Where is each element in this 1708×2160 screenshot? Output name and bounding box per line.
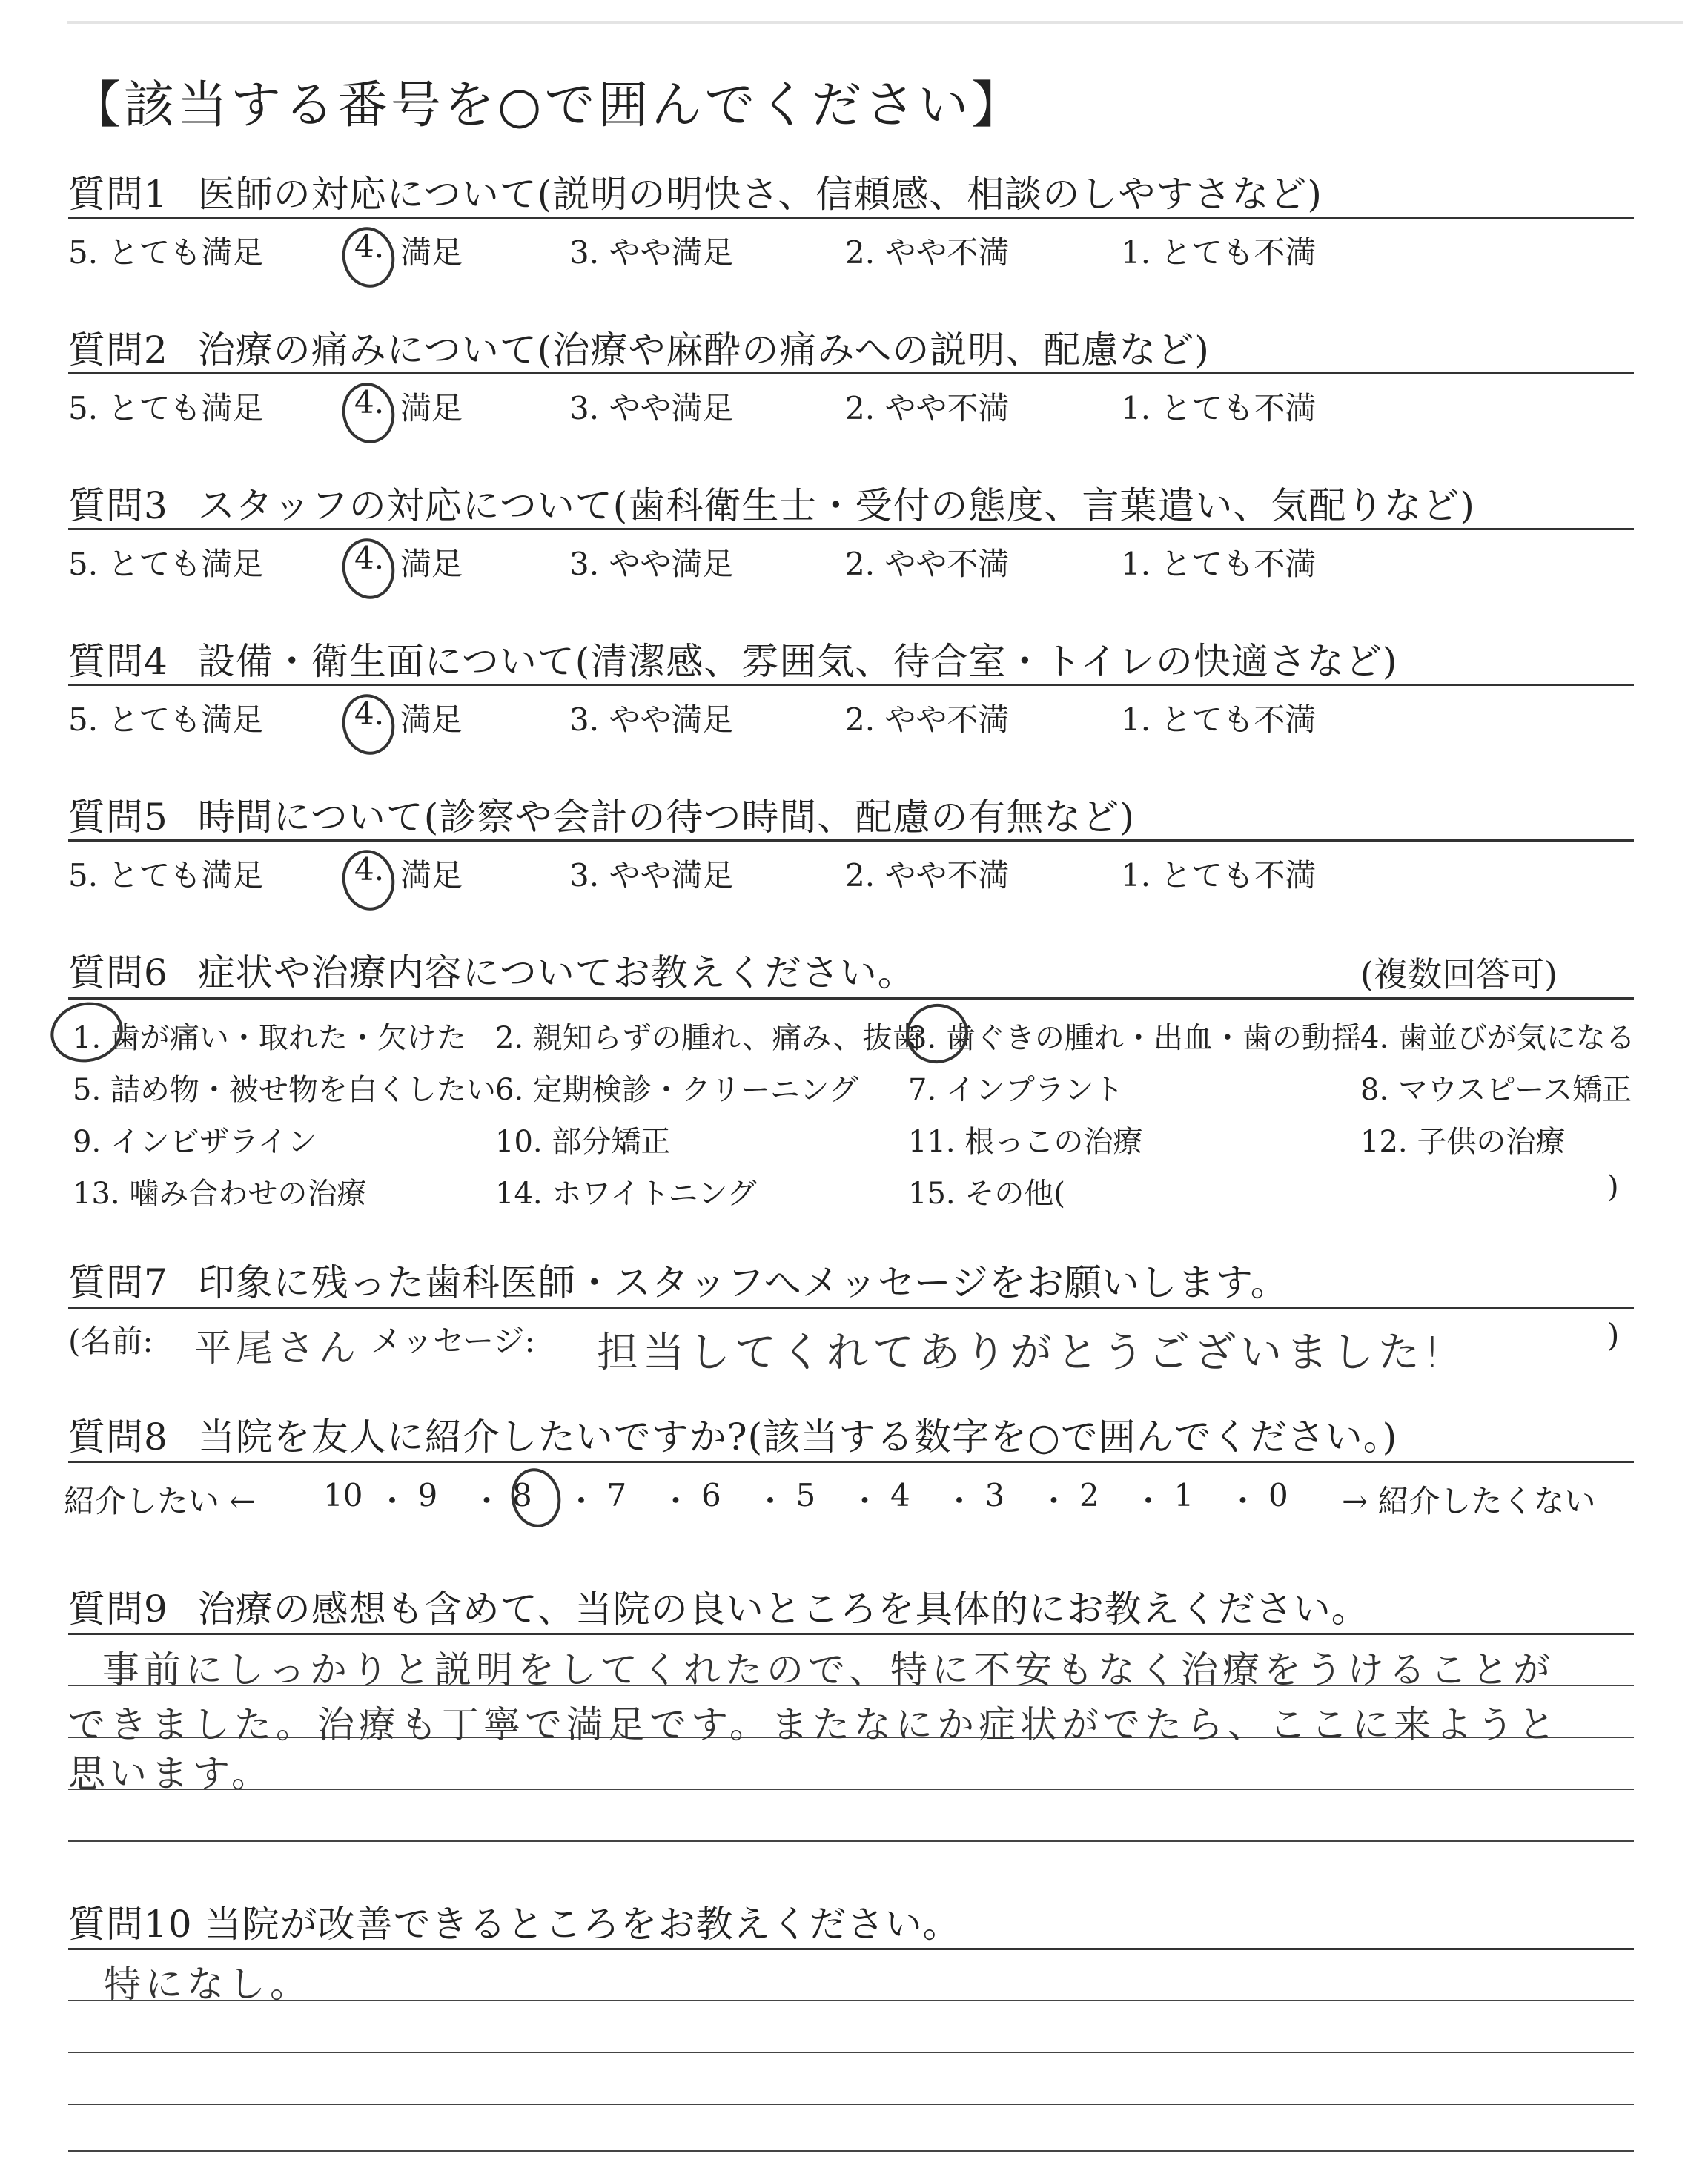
q6-option-12[interactable]: 12. 子供の治療 xyxy=(1360,1125,1566,1159)
q1-text: 医師の対応について(説明の明快さ、信頼感、相談のしやすさなど) xyxy=(197,173,1323,216)
q8-scale-value[interactable]: 1 xyxy=(1174,1477,1194,1513)
q6-option-10[interactable]: 10. 部分矯正 xyxy=(495,1125,671,1159)
q3-heading xyxy=(68,476,1475,529)
q2-label: 質問2 xyxy=(68,328,168,371)
q10-line xyxy=(68,2052,1634,2053)
q8-text: 当院を友人に紹介したいですか?(該当する数字を○で囲んでください。) xyxy=(197,1416,1398,1459)
q1-option-4-text[interactable]: 満足 xyxy=(400,234,463,271)
q8-scale-value[interactable]: 8 xyxy=(512,1477,532,1513)
q9-answer-line[interactable]: できました。治療も丁寧で満足です。またなにか症状がでたら、ここに来ようと xyxy=(68,1703,1560,1746)
q2-text: 治療の痛みについて(治療や麻酔の痛みへの説明、配慮など) xyxy=(197,328,1210,371)
q2-rule xyxy=(68,372,1634,374)
q2-option-3[interactable]: 3. やや満足 xyxy=(569,390,734,426)
q5-option-1[interactable]: 1. とても不満 xyxy=(1121,857,1317,894)
top-edge-line xyxy=(67,21,1683,24)
q4-option-4-text[interactable]: 満足 xyxy=(400,701,463,738)
q8-scale-value[interactable]: 3 xyxy=(984,1477,1005,1513)
q5-option-5[interactable]: 5. とても満足 xyxy=(68,857,264,894)
q8-scale-separator: ・ xyxy=(944,1483,976,1519)
q8-scale-value[interactable]: 0 xyxy=(1268,1477,1288,1513)
q6-label: 質問6 xyxy=(68,951,168,994)
q8-scale-separator: ・ xyxy=(849,1483,881,1519)
q8-rule xyxy=(68,1461,1634,1463)
q6-option-11[interactable]: 11. 根っこの治療 xyxy=(908,1125,1143,1159)
q6-option-4[interactable]: 4. 歯並びが気になる xyxy=(1360,1021,1635,1055)
q6-option-16[interactable]: ) xyxy=(1607,1170,1619,1204)
q6-option-8[interactable]: 8. マウスピース矯正 xyxy=(1360,1073,1632,1107)
q10-text: 当院が改善できるところをお教えください。 xyxy=(204,1903,961,1946)
q5-heading xyxy=(68,787,1135,841)
q1-label: 質問1 xyxy=(68,173,168,216)
q7-name-value[interactable]: 平尾さん xyxy=(194,1327,360,1370)
q1-option-3[interactable]: 3. やや満足 xyxy=(569,234,734,271)
q4-option-3[interactable]: 3. やや満足 xyxy=(569,701,734,738)
q6-option-15[interactable]: 15. その他( xyxy=(908,1177,1065,1211)
q2-option-1[interactable]: 1. とても不満 xyxy=(1121,390,1317,426)
q6-option-9[interactable]: 9. インビザライン xyxy=(73,1125,317,1159)
q1-option-4-number[interactable]: 4. xyxy=(354,228,385,265)
q9-answer-line[interactable]: 思います。 xyxy=(68,1752,273,1795)
q8-scale-separator: ・ xyxy=(1133,1483,1165,1519)
q8-heading xyxy=(68,1407,1397,1461)
q3-option-3[interactable]: 3. やや満足 xyxy=(569,546,734,582)
q5-text: 時間について(診察や会計の待つ時間、配慮の有無など) xyxy=(197,796,1135,839)
q6-option-1-circle-mark xyxy=(45,996,128,1069)
q8-scale-separator: ・ xyxy=(1038,1483,1070,1519)
q6-rule xyxy=(68,997,1634,1000)
q8-right-label: → 紹介したくない xyxy=(1342,1483,1596,1519)
q4-option-5[interactable]: 5. とても満足 xyxy=(68,701,264,738)
q7-rule xyxy=(68,1307,1634,1309)
q9-line xyxy=(68,1789,1634,1790)
q8-label: 質問8 xyxy=(68,1416,168,1459)
q9-heading xyxy=(68,1579,1369,1633)
q2-option-4-text[interactable]: 満足 xyxy=(400,390,463,426)
q2-option-4-number[interactable]: 4. xyxy=(354,384,385,420)
q9-label: 質問9 xyxy=(68,1588,168,1631)
q7-message-value[interactable]: 担当してくれてありがとうございました! xyxy=(597,1329,1446,1377)
q6-option-3-circle-mark xyxy=(901,998,974,1069)
q6-option-3[interactable]: 3. 歯ぐきの腫れ・出血・歯の動揺 xyxy=(908,1021,1361,1055)
q3-option-5[interactable]: 5. とても満足 xyxy=(68,546,264,582)
q3-rule xyxy=(68,528,1634,530)
q8-scale-separator: ・ xyxy=(471,1483,503,1519)
q5-option-2[interactable]: 2. やや不満 xyxy=(845,857,1010,894)
q6-option-14[interactable]: 14. ホワイトニング xyxy=(495,1177,757,1211)
page-title: 【該当する番号を○で囲んでください】 xyxy=(70,76,1025,135)
q6-multiple-note: (複数回答可) xyxy=(1360,954,1558,994)
q7-close-paren: ) xyxy=(1607,1317,1620,1353)
q9-answer-line[interactable]: 事前にしっかりと説明をしてくれたので、特に不安もなく治療をうけることが xyxy=(102,1648,1555,1691)
q3-option-4-text[interactable]: 満足 xyxy=(400,546,463,582)
q8-left-label: 紹介したい ← xyxy=(64,1483,256,1519)
q5-label: 質問5 xyxy=(68,796,168,839)
q4-label: 質問4 xyxy=(68,640,168,683)
q10-rule xyxy=(68,1948,1634,1950)
q7-text: 印象に残った歯科医師・スタッフへメッセージをお願いします。 xyxy=(197,1261,1288,1304)
q10-line xyxy=(68,2104,1634,2105)
q3-label: 質問3 xyxy=(68,484,168,527)
q1-option-1[interactable]: 1. とても不満 xyxy=(1121,234,1317,271)
q5-selected-circle-mark xyxy=(337,845,400,916)
q8-scale-value[interactable]: 9 xyxy=(417,1477,438,1513)
q6-text: 症状や治療内容についてお教えください。 xyxy=(197,951,916,994)
q6-option-5[interactable]: 5. 詰め物・被せ物を白くしたい xyxy=(73,1073,496,1107)
q2-heading xyxy=(68,320,1210,374)
q2-option-5[interactable]: 5. とても満足 xyxy=(68,390,264,426)
q4-option-4-number[interactable]: 4. xyxy=(354,696,385,732)
q3-option-1[interactable]: 1. とても不満 xyxy=(1121,546,1317,582)
q6-option-2[interactable]: 2. 親知らずの腫れ、痛み、抜歯 xyxy=(495,1021,922,1055)
q4-selected-circle-mark xyxy=(337,690,400,760)
q8-selected-circle-mark xyxy=(506,1464,566,1532)
q4-option-1[interactable]: 1. とても不満 xyxy=(1121,701,1317,738)
q8-scale-value[interactable]: 4 xyxy=(890,1477,910,1513)
q2-selected-circle-mark xyxy=(337,378,400,449)
q3-option-4-number[interactable]: 4. xyxy=(354,540,385,576)
q9-text: 治療の感想も含めて、当院の良いところを具体的にお教えください。 xyxy=(197,1588,1369,1631)
q9-line xyxy=(68,1840,1634,1842)
q4-rule xyxy=(68,684,1634,686)
q5-option-3[interactable]: 3. やや満足 xyxy=(569,857,734,894)
q5-rule xyxy=(68,839,1634,842)
q8-scale-separator: ・ xyxy=(1227,1483,1259,1519)
q8-scale-separator: ・ xyxy=(660,1483,692,1519)
q4-heading xyxy=(68,632,1397,685)
q8-scale-separator: ・ xyxy=(755,1483,787,1519)
q5-option-4-number[interactable]: 4. xyxy=(354,851,385,888)
q4-option-2[interactable]: 2. やや不満 xyxy=(845,701,1010,738)
q6-option-6[interactable]: 6. 定期検診・クリーニング xyxy=(495,1073,859,1107)
q7-name-label: (名前: xyxy=(68,1323,153,1359)
q6-option-7[interactable]: 7. インプラント xyxy=(908,1073,1124,1107)
q10-heading xyxy=(68,1895,961,1948)
q7-label: 質問7 xyxy=(68,1261,168,1304)
q7-heading xyxy=(68,1253,1288,1307)
q6-heading xyxy=(68,943,916,997)
q5-option-4-text[interactable]: 満足 xyxy=(400,857,463,894)
q8-scale-value[interactable]: 2 xyxy=(1079,1477,1099,1513)
q6-option-13[interactable]: 13. 噛み合わせの治療 xyxy=(73,1177,367,1211)
q10-label: 質問10 xyxy=(68,1903,193,1946)
q1-rule xyxy=(68,217,1634,219)
q10-line xyxy=(68,2150,1634,2152)
q8-scale-value[interactable]: 10 xyxy=(323,1477,363,1513)
q8-scale-separator: ・ xyxy=(566,1483,598,1519)
q3-selected-circle-mark xyxy=(337,534,400,604)
q10-answer[interactable]: 特になし。 xyxy=(104,1963,311,2006)
q8-scale-value[interactable]: 7 xyxy=(606,1477,627,1513)
q2-option-2[interactable]: 2. やや不満 xyxy=(845,390,1010,426)
q1-option-2[interactable]: 2. やや不満 xyxy=(845,234,1010,271)
q8-scale-value[interactable]: 5 xyxy=(795,1477,816,1513)
q8-scale-value[interactable]: 6 xyxy=(701,1477,721,1513)
q3-text: スタッフの対応について(歯科衛生士・受付の態度、言葉遣い、気配りなど) xyxy=(197,484,1475,527)
q8-scale-separator: ・ xyxy=(377,1483,408,1519)
q1-heading xyxy=(68,165,1323,218)
q3-option-2[interactable]: 2. やや不満 xyxy=(845,546,1010,582)
q1-selected-circle-mark xyxy=(337,222,400,293)
q1-option-5[interactable]: 5. とても満足 xyxy=(68,234,264,271)
q4-text: 設備・衛生面について(清潔感、雰囲気、待合室・トイレの快適さなど) xyxy=(197,640,1398,683)
q7-message-label: メッセージ: xyxy=(371,1323,535,1359)
q9-rule xyxy=(68,1633,1634,1635)
q6-option-1[interactable]: 1. 歯が痛い・取れた・欠けた xyxy=(73,1021,466,1055)
